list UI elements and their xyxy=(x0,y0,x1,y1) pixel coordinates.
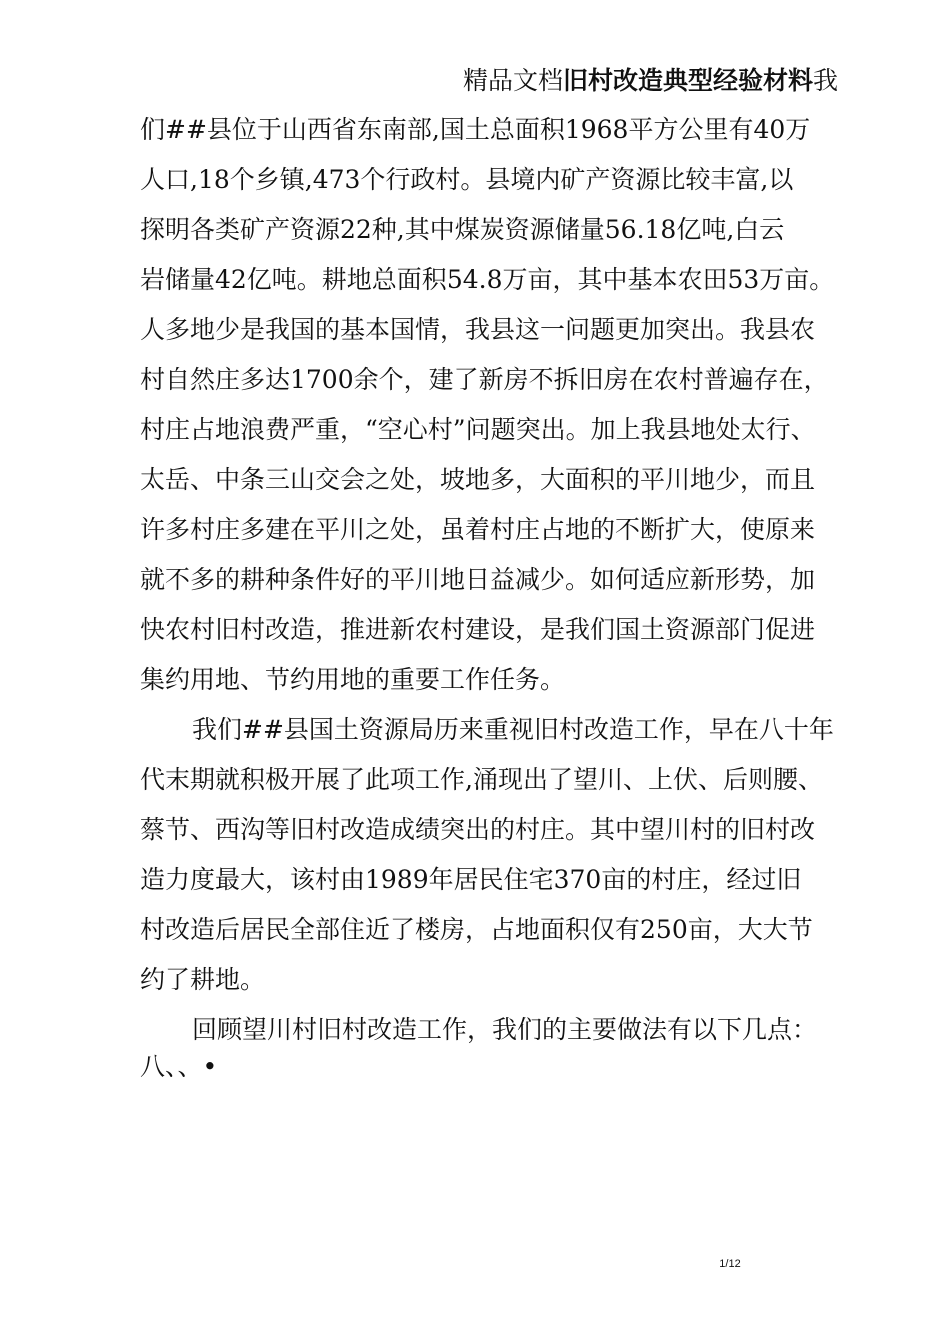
paragraph-first-line: 回顾望川村旧村改造工作，我们的主要做法有以下几点： xyxy=(192,1015,818,1044)
body-line: 们##县位于山西省东南部,国土总面积1968平方公里有40万 xyxy=(140,115,811,144)
body-line: 太岳、中条三山交会之处，坡地多，大面积的平川地少，而且 xyxy=(140,465,816,494)
body-line: 村庄占地浪费严重，“空心村”问题突出。加上我县地处太行、 xyxy=(140,415,816,444)
header-prefix: 精品文档 xyxy=(462,66,563,95)
body-line: 蔡节、西沟等旧村改造成绩突出的村庄。其中望川村的旧村改 xyxy=(140,815,816,844)
body-line: 人口,18个乡镇,473个行政村。县境内矿产资源比较丰富,以 xyxy=(140,165,794,194)
body-line: 集约用地、节约用地的重要工作任务。 xyxy=(140,665,566,694)
body-line: 村自然庄多达1700余个，建了新房不拆旧房在农村普遍存在， xyxy=(140,365,829,394)
header-suffix: 我 xyxy=(812,66,838,95)
body-line: 八、、• xyxy=(140,1052,218,1081)
body-line: 代末期就积极开展了此项工作,涌现出了望川、上伏、后则腰、 xyxy=(140,765,823,794)
body-line: 快农村旧村改造，推进新农村建设，是我们国土资源部门促进 xyxy=(140,615,816,644)
page-number: 1/12 xyxy=(719,1258,741,1270)
document-header xyxy=(0,66,838,96)
body-line: 许多村庄多建在平川之处，虽着村庄占地的不断扩大，使原来 xyxy=(140,515,816,544)
body-line: 就不多的耕种条件好的平川地日益减少。如何适应新形势，加 xyxy=(140,565,816,594)
body-line: 村改造后居民全部住近了楼房，占地面积仅有250亩，大大节 xyxy=(140,915,813,944)
body-line: 人多地少是我国的基本国情，我县这一问题更加突出。我县农 xyxy=(140,315,816,344)
body-line: 约了耕地。 xyxy=(140,965,266,994)
body-line: 造力度最大，该村由1989年居民住宅370亩的村庄，经过旧 xyxy=(140,865,802,894)
body-line: 探明各类矿产资源22种,其中煤炭资源储量56.18亿吨,白云 xyxy=(140,215,785,244)
body-line: 岩储量42亿吨。耕地总面积54.8万亩，其中基本农田53万亩。 xyxy=(140,265,835,294)
document-title: 旧村改造典型经验材料 xyxy=(562,66,813,95)
paragraph-first-line: 我们##县国土资源局历来重视旧村改造工作，早在八十年 xyxy=(192,715,834,744)
